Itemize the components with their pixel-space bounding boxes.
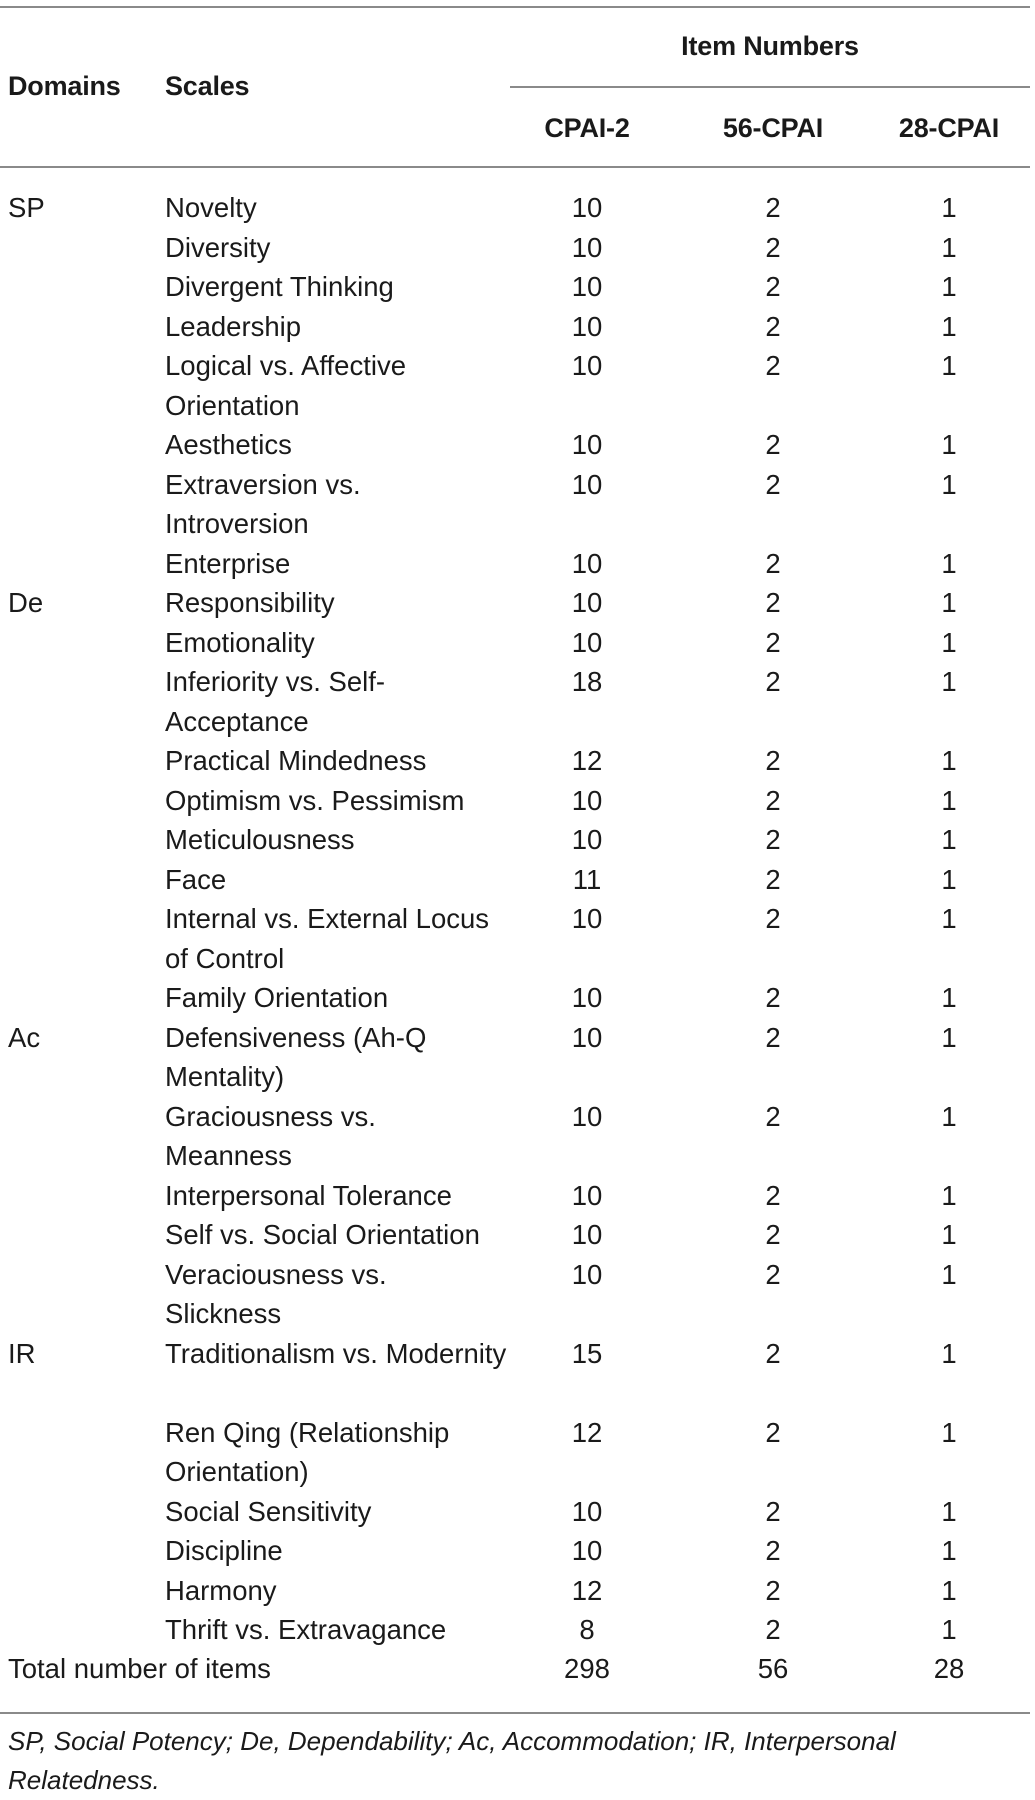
cpai28-cell: 1 xyxy=(941,1535,957,1566)
scale-cell: Harmony xyxy=(165,1574,277,1606)
cpai2-cell: 10 xyxy=(571,1495,603,1527)
header-item-numbers: Item Numbers xyxy=(681,31,859,61)
scale-cell: Responsibility xyxy=(165,587,335,618)
cpai2-cell: 10 xyxy=(571,1535,603,1566)
scale-cell: Face xyxy=(165,863,227,895)
cpai56-cell: 2 xyxy=(765,903,781,934)
cpai56-cell: 2 xyxy=(765,310,781,342)
cpai2-cell: 10 xyxy=(571,429,603,460)
cpai56-cell: 2 xyxy=(765,1258,781,1290)
cpai2-cell: 15 xyxy=(571,1337,603,1369)
scale-cell: Discipline xyxy=(165,1535,283,1566)
scale-cell: Traditionalism vs. Modernity xyxy=(165,1337,507,1369)
cpai28-cell: 1 xyxy=(941,271,957,302)
cpai28-cell: 1 xyxy=(941,231,957,263)
scale-cell: Enterprise xyxy=(165,547,291,579)
cpai28-cell: 1 xyxy=(941,666,957,697)
cpai2-cell: 11 xyxy=(572,863,602,895)
scale-cell: Practical Mindedness xyxy=(165,745,427,776)
scale-cell: Family Orientation xyxy=(165,982,389,1013)
cpai28-cell: 1 xyxy=(941,1219,957,1250)
cpai28-cell: 1 xyxy=(941,824,957,855)
scale-cell: Diversity xyxy=(165,231,271,263)
cpai56-cell: 2 xyxy=(765,824,781,855)
cpai2-cell: 10 xyxy=(571,192,603,223)
scale-cell: Aesthetics xyxy=(165,429,292,460)
total-label: Total number of items xyxy=(8,1653,271,1684)
scale-cell: Emotionality xyxy=(165,626,315,658)
cpai2-cell: 10 xyxy=(571,350,603,381)
cpai2-cell: 8 xyxy=(579,1614,595,1645)
scale-cell: Meticulousness xyxy=(165,824,355,855)
cpai56-cell: 2 xyxy=(765,231,781,263)
cpai28-cell: 1 xyxy=(941,310,957,342)
scale-cell: Leadership xyxy=(165,310,302,342)
cpai2-cell: 10 xyxy=(571,903,603,934)
cpai56-cell: 2 xyxy=(765,350,781,381)
cpai2-cell: 10 xyxy=(571,547,603,579)
cpai28-cell: 1 xyxy=(941,1337,957,1369)
cpai28-cell: 1 xyxy=(941,1495,957,1527)
cpai56-cell: 2 xyxy=(765,1100,781,1132)
cpai2-cell: 12 xyxy=(571,1416,603,1448)
scale-cell: Divergent Thinking xyxy=(165,271,394,302)
cpai2-cell: 10 xyxy=(571,1258,603,1290)
cpai28-cell: 1 xyxy=(941,863,957,895)
cpai28-cell: 1 xyxy=(941,192,957,223)
cpai28-cell: 1 xyxy=(941,350,957,381)
cpai28-cell: 1 xyxy=(941,1179,957,1211)
cpai2-cell: 10 xyxy=(571,587,603,618)
scale-cell: Ren Qing (Relationship Orientation) xyxy=(165,1416,450,1487)
header-scales: Scales xyxy=(165,71,250,101)
cpai2-cell: 10 xyxy=(571,310,603,342)
domain-cell: SP xyxy=(8,192,45,223)
header-domains: Domains xyxy=(8,71,121,101)
domain-cell: Ac xyxy=(8,1021,41,1053)
cpai28-cell: 1 xyxy=(941,1100,957,1132)
cpai2-cell: 12 xyxy=(571,1574,603,1606)
cpai2-cell: 12 xyxy=(571,745,603,776)
cpai56-cell: 2 xyxy=(765,1337,781,1369)
header-cpai2: CPAI-2 xyxy=(544,113,630,143)
cpai56-cell: 2 xyxy=(765,863,781,895)
cpai56-cell: 2 xyxy=(765,1416,781,1448)
cpai2-cell: 10 xyxy=(571,824,603,855)
cpai2-cell: 10 xyxy=(571,468,603,500)
scale-cell: Extraversion vs. Introversion xyxy=(165,468,361,539)
cpai56-cell: 2 xyxy=(765,192,781,223)
domain-cell: IR xyxy=(8,1337,36,1369)
cpai56-cell: 2 xyxy=(765,1179,781,1211)
scale-cell: Defensiveness (Ah-Q Mentality) xyxy=(165,1021,427,1092)
cpai2-cell: 18 xyxy=(571,666,603,697)
cpai56-cell: 2 xyxy=(765,429,781,460)
cpai56-cell: 2 xyxy=(765,626,781,658)
cpai56-cell: 2 xyxy=(765,271,781,302)
header-56-cpai: 56-CPAI xyxy=(722,113,824,143)
cpai56-cell: 2 xyxy=(765,587,781,618)
cpai28-cell: 1 xyxy=(941,903,957,934)
cpai56-cell: 2 xyxy=(765,745,781,776)
header-28-cpai: 28-CPAI xyxy=(898,113,1000,143)
cpai28-cell: 1 xyxy=(941,587,957,618)
cpai28-cell: 1 xyxy=(941,1416,957,1448)
cpai56-cell: 2 xyxy=(765,1495,781,1527)
scale-cell: Thrift vs. Extravagance xyxy=(165,1614,447,1645)
cpai28-cell: 1 xyxy=(941,1021,957,1053)
cpai56-cell: 2 xyxy=(765,1574,781,1606)
cpai2-cell: 10 xyxy=(571,784,603,816)
total-28-cpai: 28 xyxy=(933,1653,965,1684)
cpai56-cell: 2 xyxy=(765,547,781,579)
cpai28-cell: 1 xyxy=(941,547,957,579)
cpai2-cell: 10 xyxy=(571,1100,603,1132)
scale-cell: Internal vs. External Locus of Control xyxy=(165,903,490,974)
scale-cell: Logical vs. Affective Orientation xyxy=(165,350,407,421)
scale-cell: Social Sensitivity xyxy=(165,1495,372,1527)
cpai56-cell: 2 xyxy=(765,1614,781,1645)
scale-cell: Self vs. Social Orientation xyxy=(165,1219,480,1250)
cpai2-cell: 10 xyxy=(571,1179,603,1211)
cpai56-cell: 2 xyxy=(765,1535,781,1566)
scale-cell: Veraciousness vs. Slickness xyxy=(165,1258,387,1329)
cpai28-cell: 1 xyxy=(941,784,957,816)
header-bottom-rule xyxy=(0,166,1030,168)
cpai28-cell: 1 xyxy=(941,745,957,776)
cpai56-cell: 2 xyxy=(765,1219,781,1250)
cpai28-cell: 1 xyxy=(941,468,957,500)
cpai56-cell: 2 xyxy=(765,468,781,500)
cpai2-cell: 10 xyxy=(571,231,603,263)
table-bottom-rule xyxy=(0,1712,1030,1714)
cpai56-cell: 2 xyxy=(765,1021,781,1053)
total-cpai2: 298 xyxy=(564,1653,610,1684)
domain-cell: De xyxy=(8,587,44,618)
cpai28-cell: 1 xyxy=(941,982,957,1013)
table-top-rule xyxy=(0,6,1030,8)
cpai28-cell: 1 xyxy=(941,626,957,658)
table-footnote: SP, Social Potency; De, Dependability; Ac, Accommodation; IR, Interpersonal Relatedness. xyxy=(8,1726,896,1795)
cpai28-cell: 1 xyxy=(941,1574,957,1606)
total-56-cpai: 56 xyxy=(757,1653,789,1684)
scale-cell: Novelty xyxy=(165,192,257,223)
cpai2-cell: 10 xyxy=(571,271,603,302)
cpai56-cell: 2 xyxy=(765,666,781,697)
cpai28-cell: 1 xyxy=(941,1614,957,1645)
cpai28-cell: 1 xyxy=(941,429,957,460)
cpai2-cell: 10 xyxy=(571,1021,603,1053)
cpai2-cell: 10 xyxy=(571,626,603,658)
scale-cell: Inferiority vs. Self-Acceptance xyxy=(165,666,386,737)
cpai56-cell: 2 xyxy=(765,982,781,1013)
cpai56-cell: 2 xyxy=(765,784,781,816)
cpai28-cell: 1 xyxy=(941,1258,957,1290)
scale-cell: Optimism vs. Pessimism xyxy=(165,784,465,816)
scale-cell: Graciousness vs. Meanness xyxy=(165,1100,376,1171)
cpai2-cell: 10 xyxy=(571,1219,603,1250)
cpai2-cell: 10 xyxy=(571,982,603,1013)
header-subrule xyxy=(510,86,1030,88)
scale-cell: Interpersonal Tolerance xyxy=(165,1179,452,1211)
